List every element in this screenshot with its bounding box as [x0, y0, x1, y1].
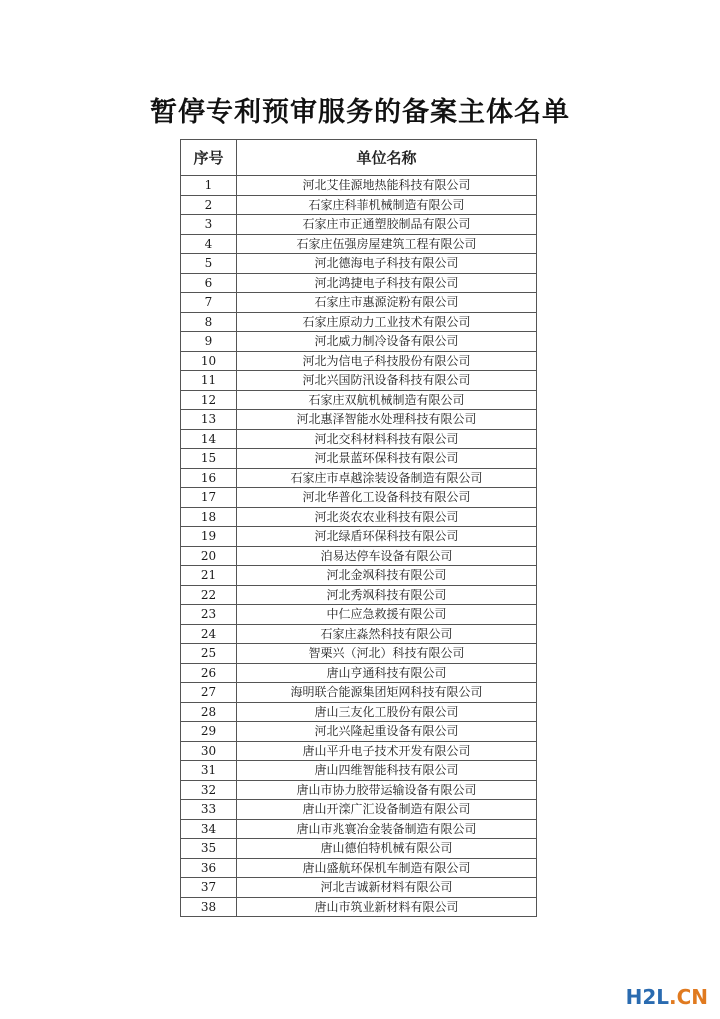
row-company-name: 中仁应急救援有限公司	[237, 605, 537, 625]
row-index: 37	[181, 878, 237, 898]
row-company-name: 唐山市兆寰冶金装备制造有限公司	[237, 819, 537, 839]
watermark-suffix: .CN	[668, 985, 708, 1009]
table-row	[181, 273, 537, 293]
table-row	[181, 351, 537, 371]
table-row	[181, 195, 537, 215]
row-company-name: 河北秀飒科技有限公司	[237, 585, 537, 605]
row-index: 35	[181, 839, 237, 859]
table-row	[181, 215, 537, 235]
row-company-name: 河北兴国防汛设备科技有限公司	[237, 371, 537, 391]
row-index: 16	[181, 468, 237, 488]
row-index: 25	[181, 644, 237, 664]
table-row	[181, 878, 537, 898]
row-company-name: 唐山开滦广汇设备制造有限公司	[237, 800, 537, 820]
table-row	[181, 507, 537, 527]
row-company-name: 河北惠泽智能水处理科技有限公司	[237, 410, 537, 430]
company-list-table	[180, 139, 537, 917]
table-row	[181, 585, 537, 605]
row-company-name: 河北威力制冷设备有限公司	[237, 332, 537, 352]
row-index: 36	[181, 858, 237, 878]
row-index: 38	[181, 897, 237, 917]
row-index: 14	[181, 429, 237, 449]
row-company-name: 河北吉诚新材料有限公司	[237, 878, 537, 898]
row-index: 33	[181, 800, 237, 820]
table-row	[181, 312, 537, 332]
row-index: 31	[181, 761, 237, 781]
table-header-row	[181, 140, 537, 176]
table-row	[181, 566, 537, 586]
row-company-name: 河北绿盾环保科技有限公司	[237, 527, 537, 547]
row-index: 1	[181, 176, 237, 196]
row-company-name: 河北炎农农业科技有限公司	[237, 507, 537, 527]
row-index: 13	[181, 410, 237, 430]
row-index: 32	[181, 780, 237, 800]
table-row	[181, 546, 537, 566]
row-index: 18	[181, 507, 237, 527]
table-row	[181, 663, 537, 683]
table-row	[181, 624, 537, 644]
row-company-name: 唐山四维智能科技有限公司	[237, 761, 537, 781]
page-title: 暂停专利预审服务的备案主体名单	[150, 97, 570, 128]
row-company-name: 石家庄市卓越涂装设备制造有限公司	[237, 468, 537, 488]
watermark-main: H2L	[625, 985, 669, 1009]
row-index: 3	[181, 215, 237, 235]
table-row	[181, 293, 537, 313]
table-row	[181, 858, 537, 878]
table-row	[181, 683, 537, 703]
row-index: 9	[181, 332, 237, 352]
table-row	[181, 800, 537, 820]
table-row	[181, 527, 537, 547]
row-company-name: 石家庄科菲机械制造有限公司	[237, 195, 537, 215]
row-index: 7	[181, 293, 237, 313]
table-row	[181, 644, 537, 664]
row-company-name: 唐山市筑业新材料有限公司	[237, 897, 537, 917]
row-index: 34	[181, 819, 237, 839]
row-company-name: 唐山市协力胶带运输设备有限公司	[237, 780, 537, 800]
table-row	[181, 254, 537, 274]
table-row	[181, 371, 537, 391]
header-index: 序号	[181, 140, 237, 176]
row-index: 12	[181, 390, 237, 410]
row-index: 26	[181, 663, 237, 683]
table-row	[181, 839, 537, 859]
table-row	[181, 780, 537, 800]
table-row	[181, 722, 537, 742]
table-row	[181, 410, 537, 430]
row-index: 21	[181, 566, 237, 586]
table-row	[181, 605, 537, 625]
row-company-name: 唐山平升电子技术开发有限公司	[237, 741, 537, 761]
row-company-name: 海明联合能源集团矩网科技有限公司	[237, 683, 537, 703]
row-company-name: 石家庄市惠源淀粉有限公司	[237, 293, 537, 313]
row-index: 8	[181, 312, 237, 332]
row-company-name: 唐山三友化工股份有限公司	[237, 702, 537, 722]
watermark-logo	[626, 985, 708, 1009]
table-row	[181, 741, 537, 761]
row-index: 30	[181, 741, 237, 761]
table-row	[181, 429, 537, 449]
row-company-name: 河北交科材料科技有限公司	[237, 429, 537, 449]
row-index: 5	[181, 254, 237, 274]
row-company-name: 石家庄伍强房屋建筑工程有限公司	[237, 234, 537, 254]
table-row	[181, 488, 537, 508]
row-company-name: 泊易达停车设备有限公司	[237, 546, 537, 566]
row-index: 28	[181, 702, 237, 722]
row-index: 20	[181, 546, 237, 566]
row-index: 6	[181, 273, 237, 293]
table-row	[181, 897, 537, 917]
row-company-name: 石家庄市正通塑胶制品有限公司	[237, 215, 537, 235]
row-company-name: 河北鸿捷电子科技有限公司	[237, 273, 537, 293]
row-index: 27	[181, 683, 237, 703]
row-index: 22	[181, 585, 237, 605]
row-index: 2	[181, 195, 237, 215]
row-company-name: 河北为信电子科技股份有限公司	[237, 351, 537, 371]
table-row	[181, 234, 537, 254]
row-company-name: 石家庄双航机械制造有限公司	[237, 390, 537, 410]
row-index: 4	[181, 234, 237, 254]
row-index: 24	[181, 624, 237, 644]
row-index: 15	[181, 449, 237, 469]
row-index: 11	[181, 371, 237, 391]
row-company-name: 石家庄淼然科技有限公司	[237, 624, 537, 644]
row-company-name: 河北德海电子科技有限公司	[237, 254, 537, 274]
table-row	[181, 819, 537, 839]
table-row	[181, 390, 537, 410]
table-row	[181, 176, 537, 196]
row-company-name: 河北艾佳源地热能科技有限公司	[237, 176, 537, 196]
row-index: 29	[181, 722, 237, 742]
row-company-name: 石家庄原动力工业技术有限公司	[237, 312, 537, 332]
row-company-name: 河北景蓝环保科技有限公司	[237, 449, 537, 469]
row-index: 10	[181, 351, 237, 371]
table-row	[181, 449, 537, 469]
row-company-name: 唐山盛航环保机车制造有限公司	[237, 858, 537, 878]
row-company-name: 唐山亨通科技有限公司	[237, 663, 537, 683]
table-row	[181, 468, 537, 488]
row-index: 19	[181, 527, 237, 547]
row-index: 17	[181, 488, 237, 508]
row-company-name: 河北华普化工设备科技有限公司	[237, 488, 537, 508]
row-company-name: 智栗兴（河北）科技有限公司	[237, 644, 537, 664]
table-row	[181, 761, 537, 781]
table-row	[181, 702, 537, 722]
row-company-name: 河北金飒科技有限公司	[237, 566, 537, 586]
table-row	[181, 332, 537, 352]
row-company-name: 唐山德伯特机械有限公司	[237, 839, 537, 859]
row-index: 23	[181, 605, 237, 625]
header-company-name: 单位名称	[237, 140, 537, 176]
row-company-name: 河北兴隆起重设备有限公司	[237, 722, 537, 742]
